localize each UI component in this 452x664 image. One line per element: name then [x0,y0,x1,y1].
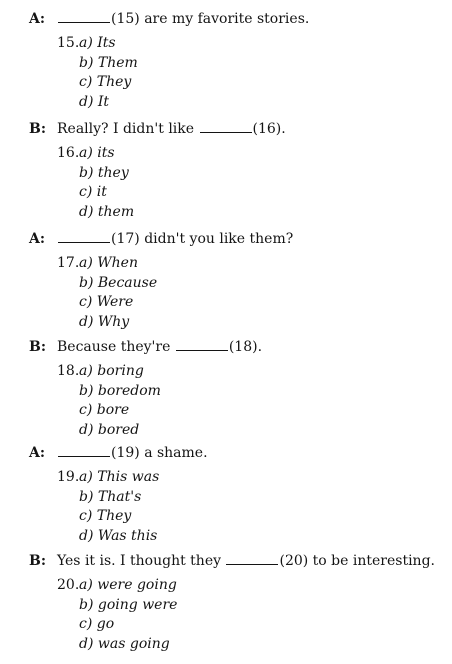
option-text: It [97,94,110,110]
dialogue-sentence [57,552,435,570]
dialogue-sentence [57,444,208,462]
option-text: Why [97,314,130,330]
speaker-label: B: [29,553,47,569]
option-text: they [97,165,129,181]
option-a: a) its [79,145,115,161]
answer-blank [200,120,252,133]
answer-blank [58,230,110,243]
option-text: They [96,74,132,90]
option-c: c) They [79,508,132,524]
option-text: its [97,145,115,161]
sentence-post: (20) to be interesting. [279,553,435,569]
dialogue-sentence [57,10,309,28]
sentence-post: (15) are my favorite stories. [111,11,310,27]
option-b: b) going were [79,597,178,613]
speaker-label: B: [29,339,47,355]
sentence-pre: Yes it is. I thought they [57,553,222,569]
option-d: d) bored [79,422,140,438]
option-text: going were [97,597,178,613]
sentence-pre: Because they're [57,339,171,355]
option-c: c) bore [79,402,130,418]
option-text: go [96,616,115,632]
speaker-label: A: [29,231,46,247]
option-d: d) It [79,94,110,110]
option-text: boredom [97,383,161,399]
dialogue-sentence [57,230,293,248]
answer-blank [58,10,110,23]
option-b: b) Because [79,275,158,291]
option-text: Its [97,35,116,51]
option-text: When [97,255,138,271]
option-a: a) Its [79,35,116,51]
option-text: was going [97,636,170,652]
option-c: c) go [79,616,115,632]
speaker-label: A: [29,11,46,27]
dialogue-sentence [57,120,286,138]
option-text: Them [97,55,138,71]
option-c: c) it [79,184,107,200]
question-number: 20. [57,577,80,593]
speaker-label: A: [29,445,46,461]
option-b: b) Them [79,55,138,71]
sentence-pre: Really? I didn't like [57,121,195,137]
option-text: were going [97,577,177,593]
question-number: 18. [57,363,80,379]
option-text: bore [96,402,130,418]
option-b: b) boredom [79,383,161,399]
option-a: a) This was [79,469,160,485]
answer-blank [176,338,228,351]
option-text: boring [97,363,144,379]
option-text: Because [97,275,158,291]
option-text: bored [97,422,140,438]
dialogue-sentence [57,338,262,356]
question-number: 17. [57,255,80,271]
option-d: d) Why [79,314,130,330]
option-b: b) they [79,165,129,181]
option-text: That's [97,489,142,505]
sentence-post: (18). [228,339,263,355]
speaker-label: B: [29,121,47,137]
question-number: 16. [57,145,80,161]
option-text: Was this [97,528,158,544]
option-c: c) They [79,74,132,90]
sentence-post: (16). [252,121,286,137]
option-text: This was [97,469,160,485]
option-b: b) That's [79,489,142,505]
option-d: d) them [79,204,135,220]
option-a: a) were going [79,577,177,593]
answer-blank [58,444,110,457]
answer-blank [226,552,278,565]
option-text: Were [96,294,134,310]
option-d: d) was going [79,636,170,652]
option-a: a) When [79,255,138,271]
option-text: them [97,204,135,220]
option-a: a) boring [79,363,144,379]
sentence-post: (17) didn't you like them? [111,231,294,247]
question-number: 15. [57,35,80,51]
option-text: it [96,184,107,200]
question-number: 19. [57,469,80,485]
option-d: d) Was this [79,528,158,544]
option-c: c) Were [79,294,134,310]
option-text: They [96,508,132,524]
sentence-post: (19) a shame. [111,445,208,461]
